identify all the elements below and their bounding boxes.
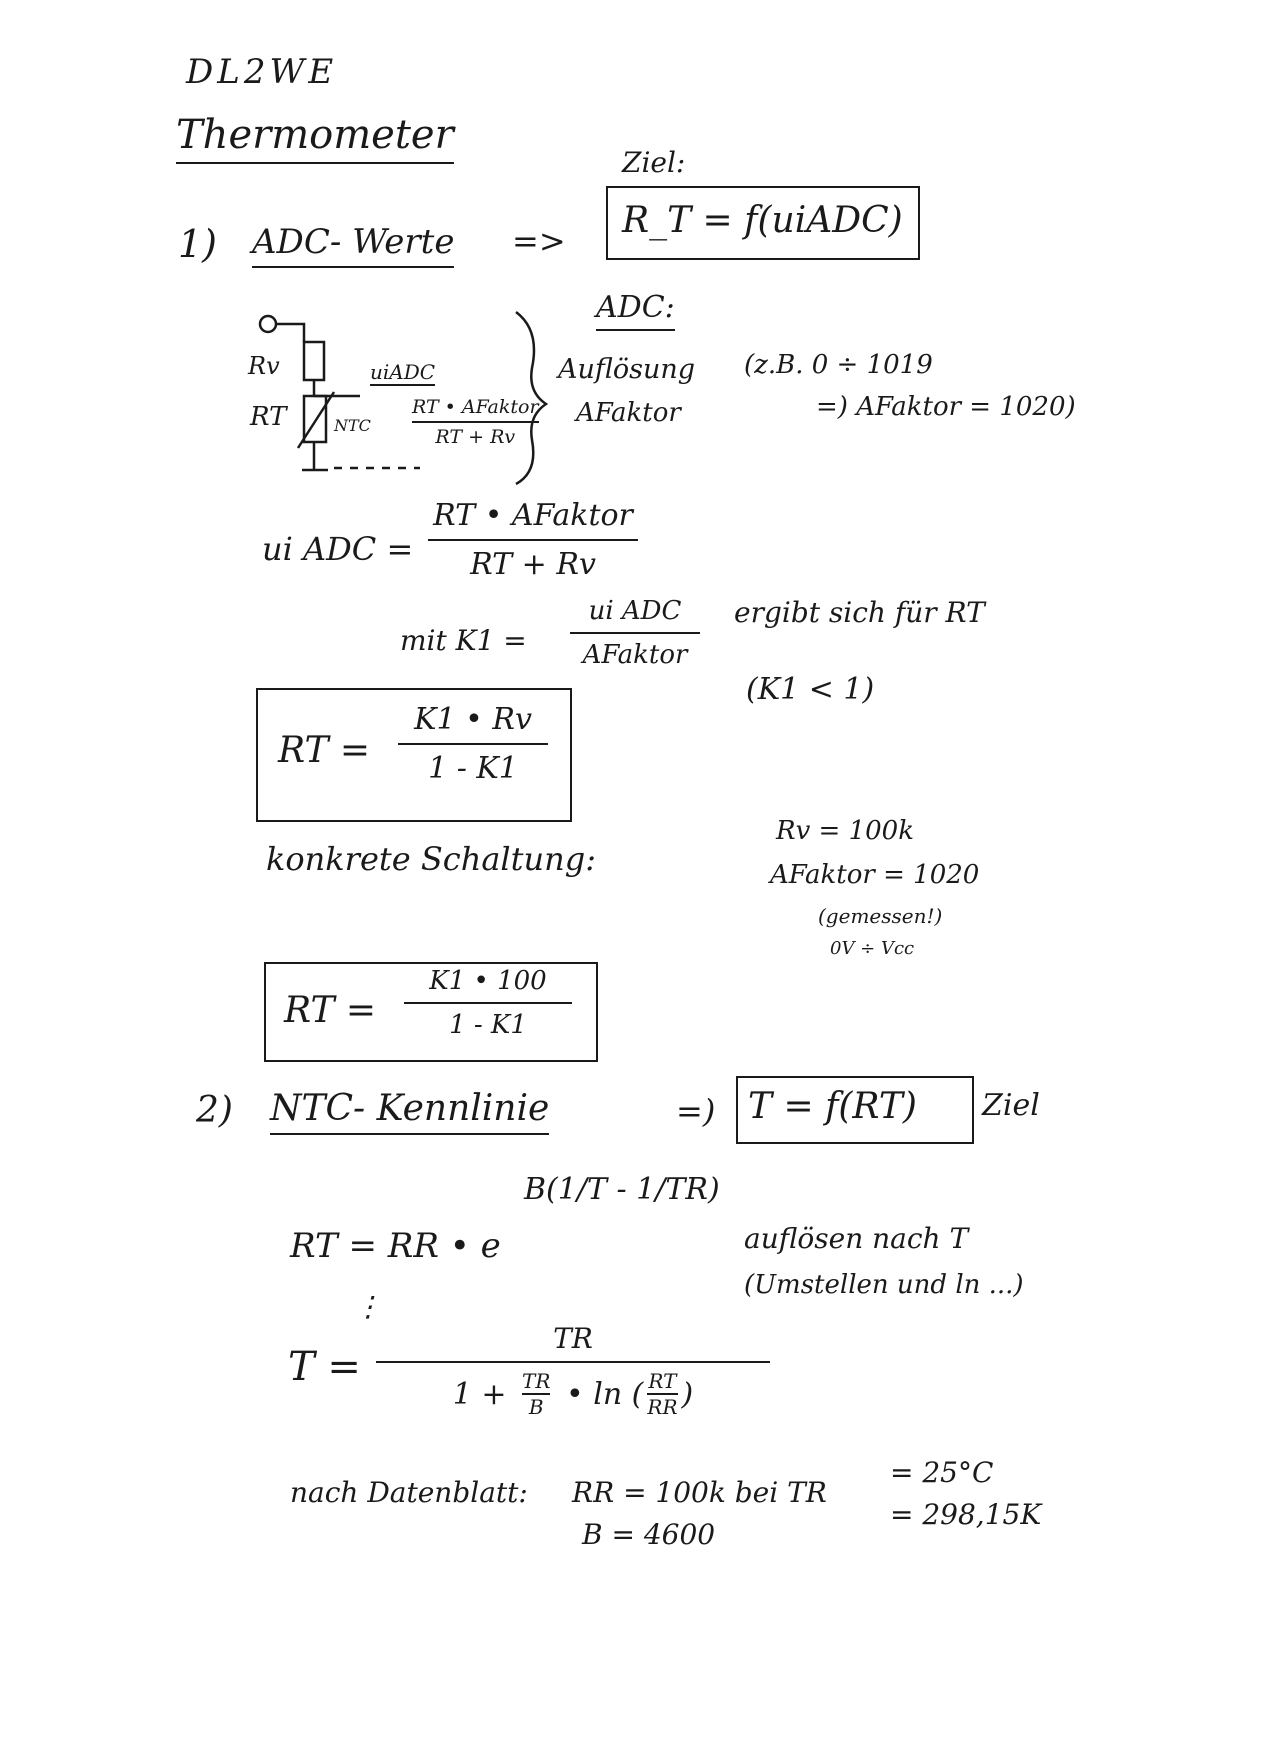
ntc-eq-lhs: RT = RR • e [290,1226,501,1266]
goal-label: Ziel: [622,146,686,179]
datasheet-label: nach Datenblatt: [290,1476,528,1509]
result1-fraction [398,702,548,786]
rt-over-rr-num: RT [648,1369,677,1393]
adc-example: (z.B. 0 ÷ 1019 [744,350,933,380]
datasheet-b: B = 4600 [582,1518,716,1551]
afaktor-label: AFaktor [576,398,681,428]
konkret-rv: Rv = 100k [776,816,914,846]
konkret-afaktor: AFaktor = 1020 [770,860,980,890]
eq1-fraction [428,498,638,582]
result2-fraction [404,966,572,1040]
derivation-dots: ⋮ [354,1290,382,1323]
author-callsign: DL2WE [186,52,338,92]
result1-den: 1 - K1 [428,751,518,786]
circuit-fraction [412,396,539,448]
konkret-range: 0V ÷ Vcc [830,938,915,959]
goal2-formula: T = f(RT) [748,1086,917,1127]
t-eq-den-close: ) [681,1376,694,1412]
ntc-note-1: auflösen nach T [744,1222,969,1255]
result2-lhs: RT = [284,990,377,1031]
rv-label: Rv [248,352,280,380]
datasheet-rr: RR = 100k bei TR [572,1476,827,1509]
eq1-num: RT • AFaktor [433,498,633,533]
t-eq-lhs: T = [288,1344,361,1390]
eq1-den: RT + Rv [470,547,596,582]
konkret-label: konkrete Schaltung: [266,840,596,878]
section2-number: 2) [196,1090,233,1131]
aufloesung-label: Auflösung [558,354,696,385]
datasheet-tr-kelvin: = 298,15K [890,1498,1042,1531]
k1-prefix: mit K1 = [400,624,527,657]
section2-heading: NTC- Kennlinie [270,1088,549,1135]
t-eq-den-prefix: 1 + [452,1376,517,1412]
tr-over-b [522,1369,550,1419]
tr-over-b-num: TR [522,1369,551,1393]
t-eq-fraction [376,1322,770,1419]
circuit-fraction-num: RT • AFaktor [412,396,539,418]
datasheet-tr-celsius: = 25°C [890,1456,994,1489]
page-title: Thermometer [176,112,454,164]
section2-arrow: =) [676,1092,716,1130]
t-eq-den [453,1369,693,1419]
result1-lhs: RT = [278,730,371,771]
section1-heading: ADC- Werte [252,222,454,268]
rt-over-rr-den: RR [647,1395,678,1419]
ntc-eq-exponent: B(1/T - 1/TR) [524,1172,720,1207]
t-eq-den-ln: • ln ( [556,1376,644,1412]
k1-condition: (K1 < 1) [746,672,875,707]
goal2-label: Ziel [982,1088,1040,1123]
result2-num: K1 • 100 [429,966,547,996]
tap-label: uiADC [370,360,436,384]
k1-den: AFaktor [582,640,688,670]
t-eq-num: TR [553,1322,593,1355]
tr-over-b-den: B [528,1395,544,1419]
konkret-gemessen: (gemessen!) [818,904,943,928]
eq1-lhs: ui ADC = [262,530,414,568]
k1-fraction [570,596,700,670]
k1-num: ui ADC [588,596,682,626]
section1-number: 1) [178,222,218,266]
ntc-label: NTC [334,416,371,435]
rt-over-rr [647,1369,677,1419]
ntc-note-2: (Umstellen und ln ...) [744,1270,1024,1300]
adc-heading: ADC: [596,290,675,331]
circuit-fraction-den: RT + Rv [435,426,516,448]
result1-num: K1 • Rv [414,702,532,737]
goal-formula: R_T = f(uiADC) [622,200,903,241]
result2-den: 1 - K1 [449,1010,527,1040]
k1-note: ergibt sich für RT [734,596,985,629]
section1-arrow: => [512,222,566,260]
adc-example-result: =) AFaktor = 1020) [816,392,1076,422]
rt-label: RT [250,402,287,432]
